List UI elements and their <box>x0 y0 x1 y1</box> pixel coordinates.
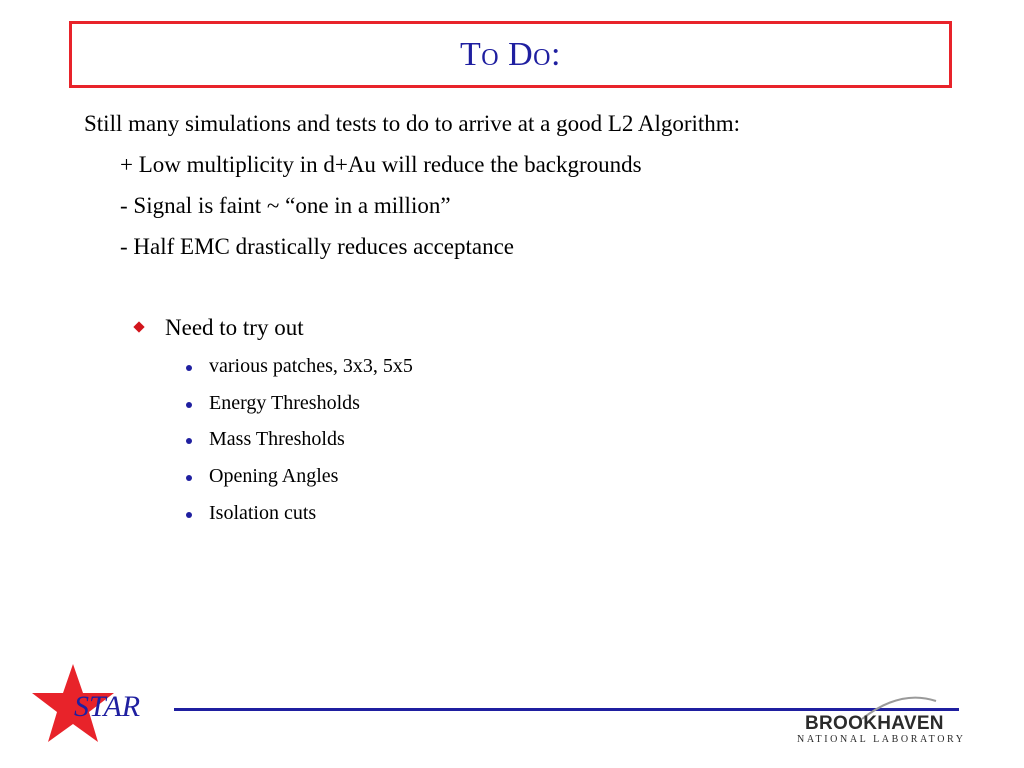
sub-bullet-energy: Energy Thresholds <box>209 392 360 414</box>
dot-bullet-icon <box>186 475 192 481</box>
point-half-emc: - Half EMC drastically reduces acceptance <box>120 234 514 259</box>
point-low-multiplicity: + Low multiplicity in d+Au will reduce the backgrounds <box>120 152 642 177</box>
sub-bullet-angles: Opening Angles <box>209 465 339 487</box>
sub-bullet-isolation: Isolation cuts <box>209 502 317 524</box>
dot-bullet-icon <box>186 365 192 371</box>
slide-title: To Do: <box>460 35 561 73</box>
dot-bullet-icon <box>186 438 192 444</box>
dot-bullet-icon <box>186 402 192 408</box>
star-logo-text: STAR <box>74 690 141 723</box>
point-signal-faint: - Signal is faint ~ “one in a million” <box>120 193 451 218</box>
bullet-heading: Need to try out <box>165 315 304 340</box>
sub-bullet-patches: various patches, 3x3, 5x5 <box>209 355 413 377</box>
sub-bullet-mass: Mass Thresholds <box>209 428 345 450</box>
brookhaven-subtitle: NATIONAL LABORATORY <box>797 734 966 745</box>
intro-text: Still many simulations and tests to do to arrive at a good L2 Algorithm: <box>84 111 741 136</box>
title-box <box>69 21 952 88</box>
footer-divider <box>174 708 959 711</box>
diamond-bullet-icon <box>133 321 144 332</box>
brookhaven-name: BROOKHAVEN <box>805 713 944 734</box>
dot-bullet-icon <box>186 512 192 518</box>
